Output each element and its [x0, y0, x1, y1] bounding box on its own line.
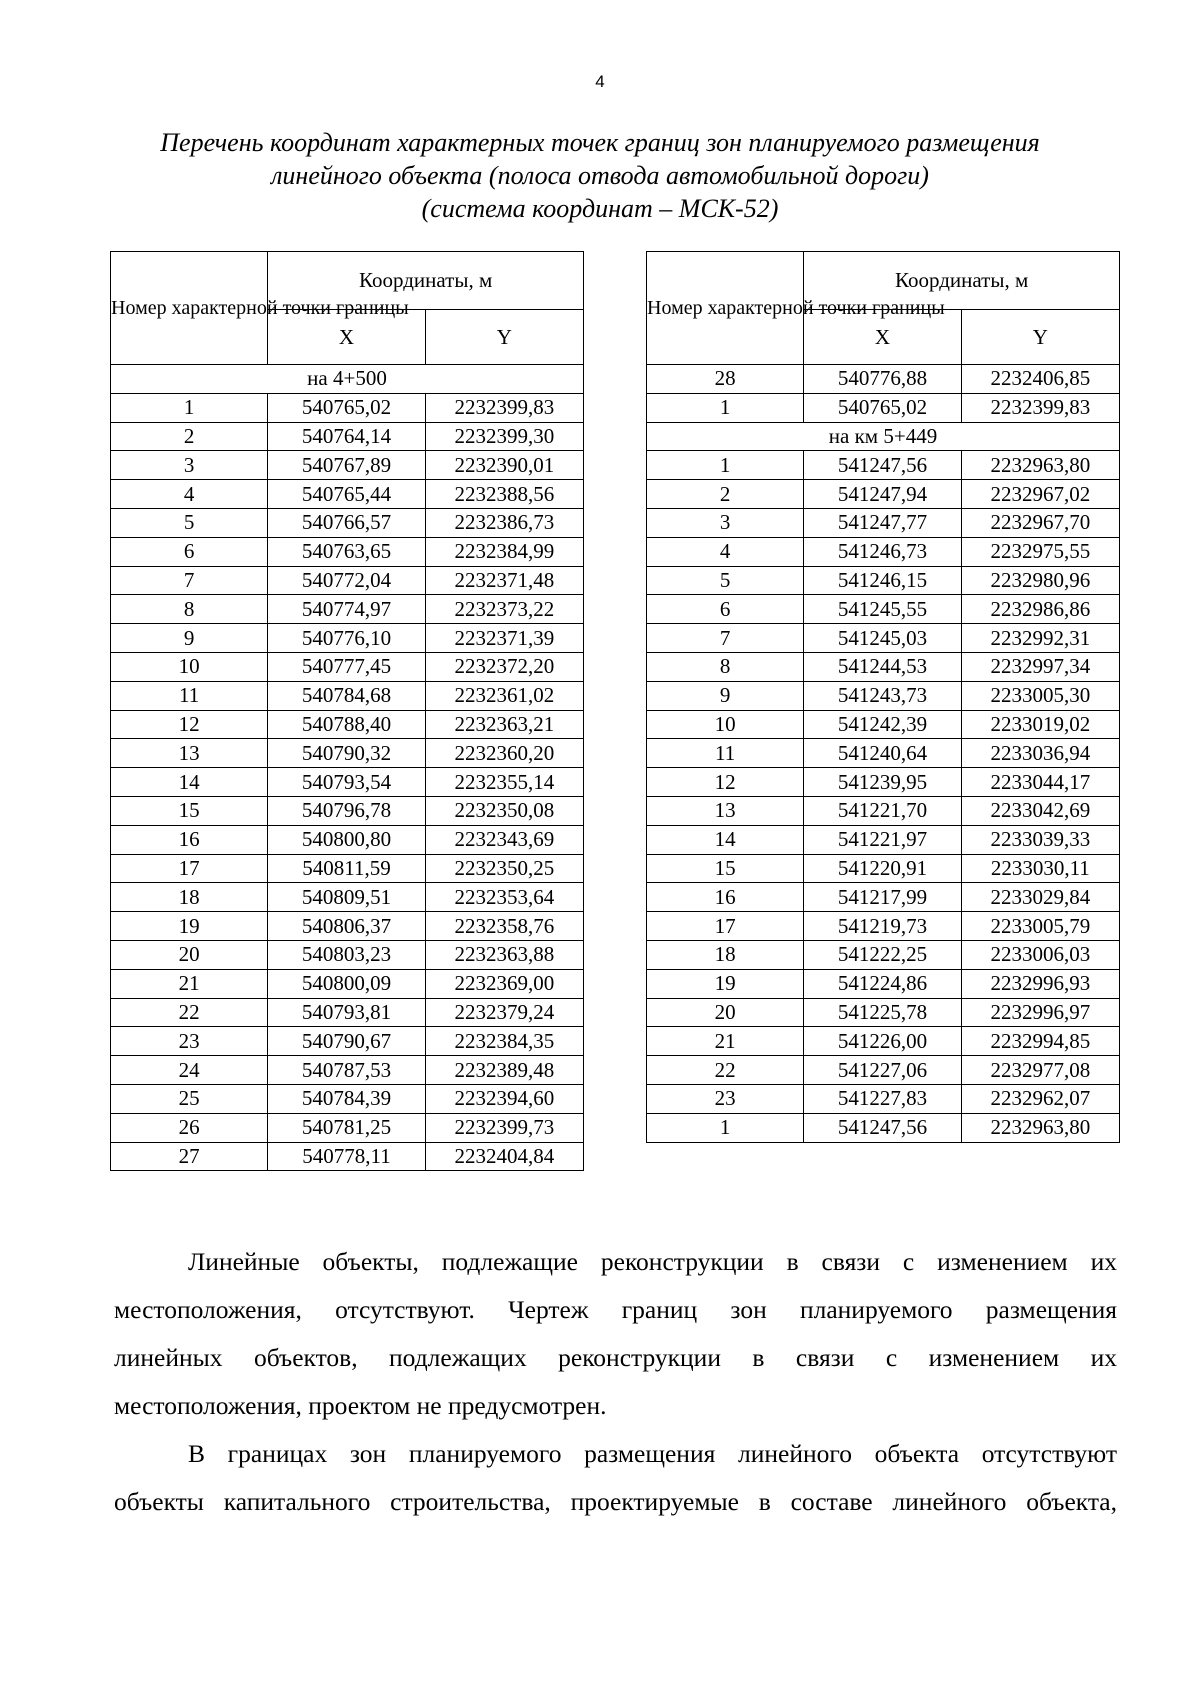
point-number-cell: 1	[111, 393, 268, 422]
point-number-cell: 27	[111, 1142, 268, 1171]
y-coordinate-cell: 2232996,97	[961, 998, 1119, 1027]
y-coordinate-cell: 2232363,21	[425, 710, 583, 739]
point-number-cell: 10	[111, 652, 268, 681]
point-number-cell: 12	[111, 710, 268, 739]
point-number-cell: 9	[647, 681, 804, 710]
table-row	[111, 969, 584, 998]
y-coordinate-cell: 2233044,17	[961, 768, 1119, 797]
table-row	[647, 825, 1120, 854]
y-coordinate-cell: 2233029,84	[961, 883, 1119, 912]
point-number-cell: 5	[647, 566, 804, 595]
document-title	[100, 126, 1100, 225]
point-number-cell: 13	[111, 739, 268, 768]
x-coordinate-cell: 541227,83	[804, 1084, 961, 1113]
x-coordinate-cell: 540784,68	[268, 681, 425, 710]
table-row	[647, 1056, 1120, 1085]
x-coordinate-cell: 541242,39	[804, 710, 961, 739]
table-row	[111, 652, 584, 681]
x-coordinate-cell: 540772,04	[268, 566, 425, 595]
table-row	[111, 1027, 584, 1056]
point-number-cell: 4	[111, 480, 268, 509]
paragraph-line: местоположения, проектом не предусмотрен.	[114, 1391, 607, 1420]
point-number-cell: 9	[111, 624, 268, 653]
y-coordinate-cell: 2232353,64	[425, 883, 583, 912]
paragraph-line: Линейные объекты, подлежащие реконструкции в связи с изменением их	[188, 1247, 1117, 1276]
y-coordinate-cell: 2233042,69	[961, 796, 1119, 825]
point-number-cell: 18	[111, 883, 268, 912]
paragraph-line: В границах зон планируемого размещения линейного объекта отсутствуют	[188, 1439, 1117, 1468]
point-number-cell: 2	[647, 480, 804, 509]
point-number-cell: 19	[111, 912, 268, 941]
title-line-2: линейного объекта (полоса отвода автомобильной дороги)	[271, 161, 929, 190]
y-coordinate-cell: 2232343,69	[425, 825, 583, 854]
point-number-cell: 6	[647, 595, 804, 624]
point-number-cell: 17	[111, 854, 268, 883]
x-coordinate-cell: 541221,97	[804, 825, 961, 854]
point-number-cell: 1	[647, 451, 804, 480]
x-coordinate-cell: 540776,10	[268, 624, 425, 653]
x-coordinate-cell: 541246,15	[804, 566, 961, 595]
y-coordinate-cell: 2232388,56	[425, 480, 583, 509]
point-number-cell: 15	[647, 854, 804, 883]
point-number-cell: 25	[111, 1084, 268, 1113]
point-number-cell: 3	[111, 451, 268, 480]
table-row	[647, 912, 1120, 941]
point-number-cell: 22	[111, 998, 268, 1027]
y-coordinate-cell: 2232404,84	[425, 1142, 583, 1171]
point-number-cell: 21	[647, 1027, 804, 1056]
x-coordinate-cell: 540787,53	[268, 1056, 425, 1085]
x-coordinate-cell: 541245,55	[804, 595, 961, 624]
x-coordinate-cell: 540784,39	[268, 1084, 425, 1113]
table-row	[111, 624, 584, 653]
table-row	[647, 969, 1120, 998]
table-row	[647, 796, 1120, 825]
x-coordinate-cell: 541247,77	[804, 508, 961, 537]
y-coordinate-cell: 2233036,94	[961, 739, 1119, 768]
point-number-cell: 3	[647, 508, 804, 537]
table-row	[647, 566, 1120, 595]
y-coordinate-cell: 2232384,35	[425, 1027, 583, 1056]
table-row	[111, 940, 584, 969]
table-row	[647, 480, 1120, 509]
table-row	[111, 1084, 584, 1113]
y-coordinate-cell: 2232350,08	[425, 796, 583, 825]
x-coordinate-cell: 540809,51	[268, 883, 425, 912]
y-coordinate-cell: 2232373,22	[425, 595, 583, 624]
table-row	[111, 912, 584, 941]
y-coordinate-cell: 2232389,48	[425, 1056, 583, 1085]
point-number-cell: 20	[647, 998, 804, 1027]
point-number-cell: 19	[647, 969, 804, 998]
y-coordinate-cell: 2232361,02	[425, 681, 583, 710]
x-coordinate-cell: 541244,53	[804, 652, 961, 681]
table-row	[647, 710, 1120, 739]
y-coordinate-cell: 2233006,03	[961, 940, 1119, 969]
x-coordinate-cell: 540800,09	[268, 969, 425, 998]
point-number-cell: 11	[647, 739, 804, 768]
x-coordinate-cell: 541226,00	[804, 1027, 961, 1056]
paragraph-line: местоположения, отсутствуют. Чертеж границ зон планируемого размещения	[114, 1295, 1117, 1324]
table-row	[111, 1056, 584, 1085]
x-coordinate-cell: 540765,02	[804, 393, 961, 422]
table-row	[647, 595, 1120, 624]
x-coordinate-cell: 540790,32	[268, 739, 425, 768]
title-line-3: (система координат – МСК-52)	[421, 194, 779, 223]
y-coordinate-cell: 2233005,79	[961, 912, 1119, 941]
point-number-cell: 17	[647, 912, 804, 941]
point-number-cell: 14	[647, 825, 804, 854]
page-number: 4	[595, 72, 605, 91]
y-coordinate-cell: 2232967,70	[961, 508, 1119, 537]
point-number-cell: 28	[647, 365, 804, 394]
table-row	[647, 508, 1120, 537]
y-coordinate-cell: 2233005,30	[961, 681, 1119, 710]
x-coordinate-cell: 541247,56	[804, 1113, 961, 1142]
x-coordinate-cell: 541219,73	[804, 912, 961, 941]
x-coordinate-cell: 540766,57	[268, 508, 425, 537]
y-coordinate-cell: 2232358,76	[425, 912, 583, 941]
point-number-cell: 2	[111, 422, 268, 451]
y-coordinate-cell: 2232992,31	[961, 624, 1119, 653]
table-row	[647, 1113, 1120, 1142]
title-line-1: Перечень координат характерных точек границ зон планируемого размещения	[160, 128, 1040, 157]
x-coordinate-cell: 540774,97	[268, 595, 425, 624]
y-coordinate-cell: 2232371,48	[425, 566, 583, 595]
x-coordinate-cell: 541221,70	[804, 796, 961, 825]
point-number-header: Номер характерной точки границы	[647, 252, 804, 365]
y-coordinate-cell: 2232363,88	[425, 940, 583, 969]
table-row	[111, 537, 584, 566]
y-coordinate-cell: 2232379,24	[425, 998, 583, 1027]
point-number-cell: 8	[111, 595, 268, 624]
y-coordinate-cell: 2232962,07	[961, 1084, 1119, 1113]
paragraph-line: объекты капитального строительства, проектируемые в составе линейного объекта,	[114, 1487, 1117, 1516]
table-row	[647, 940, 1120, 969]
section-row	[111, 365, 584, 394]
point-number-cell: 6	[111, 537, 268, 566]
table-row	[647, 681, 1120, 710]
point-number-cell: 5	[111, 508, 268, 537]
y-coordinate-cell: 2232390,01	[425, 451, 583, 480]
x-coordinate-cell: 540777,45	[268, 652, 425, 681]
table-row	[111, 480, 584, 509]
table-row	[647, 768, 1120, 797]
x-coordinate-cell: 541247,56	[804, 451, 961, 480]
y-coordinate-cell: 2233039,33	[961, 825, 1119, 854]
x-coordinate-cell: 540800,80	[268, 825, 425, 854]
paragraph-line: линейных объектов, подлежащих реконструкции в связи с изменением их	[114, 1343, 1117, 1372]
table-row	[647, 365, 1120, 394]
point-number-header: Номер характерной точки границы	[111, 252, 268, 365]
point-number-cell: 15	[111, 796, 268, 825]
x-coordinate-cell: 541247,94	[804, 480, 961, 509]
point-number-cell: 14	[111, 768, 268, 797]
x-coordinate-cell: 540788,40	[268, 710, 425, 739]
x-coordinate-cell: 541239,95	[804, 768, 961, 797]
table-row	[111, 825, 584, 854]
y-coordinate-cell: 2232399,83	[961, 393, 1119, 422]
table-row	[111, 739, 584, 768]
y-coordinate-cell: 2232996,93	[961, 969, 1119, 998]
section-label: на 4+500	[111, 365, 584, 394]
y-coordinate-cell: 2232977,08	[961, 1056, 1119, 1085]
point-number-cell: 16	[647, 883, 804, 912]
x-coordinate-cell: 541224,86	[804, 969, 961, 998]
table-row	[111, 710, 584, 739]
point-number-cell: 13	[647, 796, 804, 825]
y-coordinate-cell: 2232386,73	[425, 508, 583, 537]
table-row	[111, 393, 584, 422]
table-row	[111, 1142, 584, 1171]
x-coordinate-cell: 540793,81	[268, 998, 425, 1027]
x-coordinate-cell: 540767,89	[268, 451, 425, 480]
y-coordinate-cell: 2232975,55	[961, 537, 1119, 566]
table-row	[647, 739, 1120, 768]
table-row	[647, 1027, 1120, 1056]
table-row	[111, 595, 584, 624]
x-coordinate-cell: 540765,44	[268, 480, 425, 509]
y-coordinate-cell: 2232369,00	[425, 969, 583, 998]
x-coordinate-cell: 540806,37	[268, 912, 425, 941]
y-coordinate-cell: 2232350,25	[425, 854, 583, 883]
table-row	[111, 796, 584, 825]
y-coordinate-cell: 2233019,02	[961, 710, 1119, 739]
table-row	[647, 537, 1120, 566]
y-coordinate-cell: 2232963,80	[961, 451, 1119, 480]
y-coordinate-cell: 2232372,20	[425, 652, 583, 681]
y-coordinate-cell: 2232997,34	[961, 652, 1119, 681]
table-row	[111, 768, 584, 797]
paragraph-capital-objects	[114, 1430, 1117, 1526]
x-coordinate-cell: 540793,54	[268, 768, 425, 797]
coordinates-header: Координаты, м	[268, 252, 584, 310]
point-number-cell: 11	[111, 681, 268, 710]
table-row	[647, 451, 1120, 480]
table-row	[647, 393, 1120, 422]
x-coordinate-cell: 540781,25	[268, 1113, 425, 1142]
y-coordinate-cell: 2232399,73	[425, 1113, 583, 1142]
point-number-cell: 23	[111, 1027, 268, 1056]
table-row	[111, 1113, 584, 1142]
point-number-cell: 23	[647, 1084, 804, 1113]
table-row	[111, 854, 584, 883]
y-header: Y	[425, 310, 583, 365]
table-row	[647, 854, 1120, 883]
point-number-cell: 24	[111, 1056, 268, 1085]
x-coordinate-cell: 540790,67	[268, 1027, 425, 1056]
x-coordinate-cell: 540811,59	[268, 854, 425, 883]
point-number-cell: 16	[111, 825, 268, 854]
point-number-cell: 1	[647, 1113, 804, 1142]
y-coordinate-cell: 2232963,80	[961, 1113, 1119, 1142]
point-number-cell: 20	[111, 940, 268, 969]
point-number-cell: 10	[647, 710, 804, 739]
y-coordinate-cell: 2232399,83	[425, 393, 583, 422]
paragraph-reconstruction	[114, 1238, 1117, 1430]
coordinates-table-right	[646, 251, 1120, 1143]
point-number-cell: 26	[111, 1113, 268, 1142]
y-coordinate-cell: 2232355,14	[425, 768, 583, 797]
table-row	[111, 422, 584, 451]
x-coordinate-cell: 540764,14	[268, 422, 425, 451]
x-coordinate-cell: 541240,64	[804, 739, 961, 768]
x-coordinate-cell: 541225,78	[804, 998, 961, 1027]
x-coordinate-cell: 540776,88	[804, 365, 961, 394]
table-row	[111, 451, 584, 480]
x-coordinate-cell: 541217,99	[804, 883, 961, 912]
x-coordinate-cell: 541246,73	[804, 537, 961, 566]
y-coordinate-cell: 2233030,11	[961, 854, 1119, 883]
table-row	[647, 624, 1120, 653]
y-coordinate-cell: 2232980,96	[961, 566, 1119, 595]
coordinates-table-left	[110, 251, 584, 1171]
x-coordinate-cell: 540796,78	[268, 796, 425, 825]
y-coordinate-cell: 2232371,39	[425, 624, 583, 653]
section-row	[647, 422, 1120, 451]
y-coordinate-cell: 2232360,20	[425, 739, 583, 768]
point-number-cell: 8	[647, 652, 804, 681]
x-coordinate-cell: 540765,02	[268, 393, 425, 422]
table-row	[111, 883, 584, 912]
y-coordinate-cell: 2232994,85	[961, 1027, 1119, 1056]
x-header: X	[804, 310, 961, 365]
table-row	[647, 652, 1120, 681]
x-coordinate-cell: 540803,23	[268, 940, 425, 969]
point-number-cell: 7	[111, 566, 268, 595]
point-number-cell: 18	[647, 940, 804, 969]
y-coordinate-cell: 2232406,85	[961, 365, 1119, 394]
x-coordinate-cell: 541222,25	[804, 940, 961, 969]
y-coordinate-cell: 2232394,60	[425, 1084, 583, 1113]
x-coordinate-cell: 541227,06	[804, 1056, 961, 1085]
point-number-cell: 12	[647, 768, 804, 797]
y-coordinate-cell: 2232399,30	[425, 422, 583, 451]
x-coordinate-cell: 541243,73	[804, 681, 961, 710]
x-coordinate-cell: 541220,91	[804, 854, 961, 883]
table-row	[111, 681, 584, 710]
y-coordinate-cell: 2232986,86	[961, 595, 1119, 624]
x-coordinate-cell: 541245,03	[804, 624, 961, 653]
x-coordinate-cell: 540778,11	[268, 1142, 425, 1171]
point-number-cell: 7	[647, 624, 804, 653]
table-row	[647, 883, 1120, 912]
table-row	[111, 566, 584, 595]
table-row	[111, 998, 584, 1027]
y-header: Y	[961, 310, 1119, 365]
x-coordinate-cell: 540763,65	[268, 537, 425, 566]
y-coordinate-cell: 2232967,02	[961, 480, 1119, 509]
point-number-cell: 22	[647, 1056, 804, 1085]
table-row	[647, 1084, 1120, 1113]
table-row	[111, 508, 584, 537]
point-number-cell: 1	[647, 393, 804, 422]
point-number-cell: 4	[647, 537, 804, 566]
section-label: на км 5+449	[647, 422, 1120, 451]
y-coordinate-cell: 2232384,99	[425, 537, 583, 566]
coordinates-header: Координаты, м	[804, 252, 1120, 310]
point-number-cell: 21	[111, 969, 268, 998]
x-header: X	[268, 310, 425, 365]
table-row	[647, 998, 1120, 1027]
